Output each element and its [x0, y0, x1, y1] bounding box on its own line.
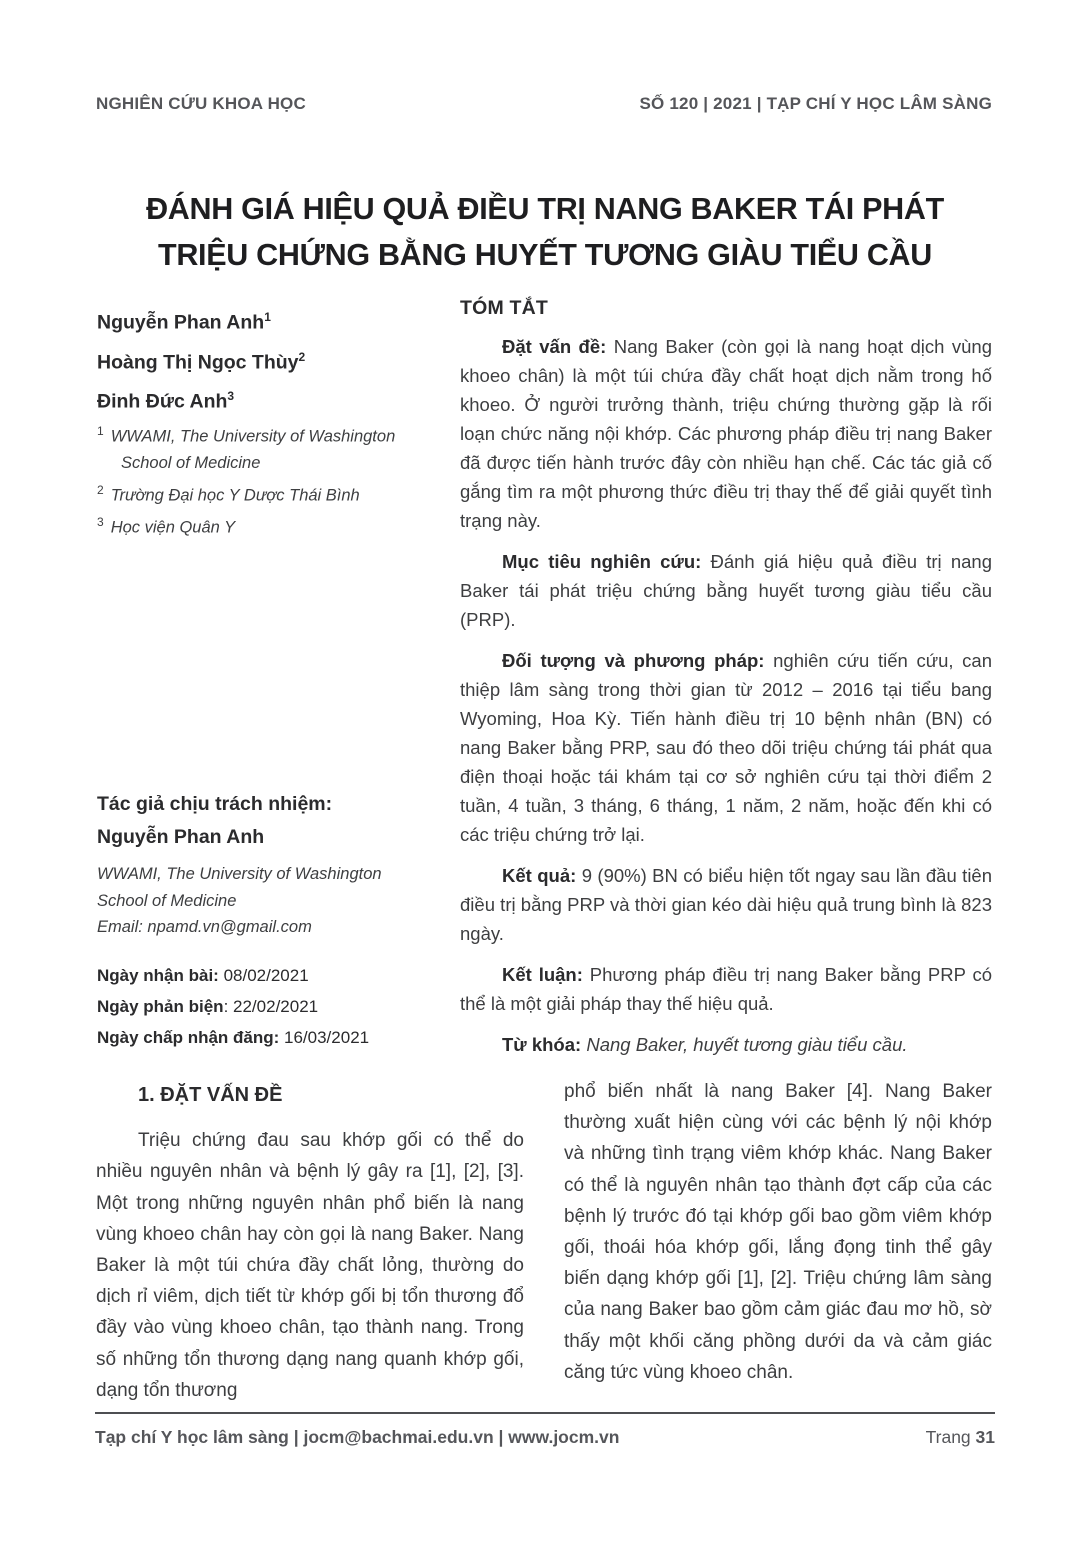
affiliation-superscript: 2 [97, 482, 104, 497]
paragraph-label: Mục tiêu nghiên cứu: [502, 551, 702, 572]
abstract-paragraph-methods [460, 646, 992, 849]
abstract-paragraph-objective [460, 547, 992, 634]
corresponding-author-block [97, 788, 432, 941]
article-title [70, 186, 1020, 278]
date-reviewed-row [97, 991, 442, 1022]
paragraph-text: nghiên cứu tiến cứu, can thiệp lâm sàng trong thời gian từ 2012 – 2016 tại tiểu bang Wyoming, Hoa Kỳ. Tiến hành điều trị 10 bệnh nhân (BN) có nang Baker bằng PRP, sau đó theo dõi triệu chứng tái phát qua điện thoại hoặc tái khám tại cơ sở nghiên cứu tại thời điểm 2 tuần, 4 tuần, 3 tháng, 6 tháng, 1 năm, 2 năm, hoặc đến khi có các triệu chứng trở lại. [460, 650, 992, 845]
author-superscript: 3 [227, 389, 235, 403]
abstract-paragraph-conclusion [460, 960, 992, 1018]
abstract-section [460, 297, 992, 1059]
affiliation-superscript: 1 [97, 424, 104, 438]
paragraph-text: Nang Baker (còn gọi là nang hoạt dịch vùng khoeo chân) là một túi chứa đầy chất hoạt dịch nằm trong hố khoeo. Ở người trưởng thành, triệu chứng thường gặp là rối loạn chức năng nội khớp. Các phương pháp điều trị nang Baker đã được tiến hành trước đây còn nhiều hạn chế. Các tác giả cố gắng tìm ra một phương thức điều trị thay thế để giải quyết tình trạng này. [460, 336, 992, 531]
author-name: Đinh Đức Anh$^3$ [97, 389, 235, 413]
affiliation-item: $^2$ Trường Đại học Y Dược Thái Bình [97, 482, 360, 504]
date-label: Ngày phản biện [97, 997, 224, 1016]
date-accepted-row [97, 1022, 442, 1053]
abstract-heading: TÓM TẮT [460, 297, 549, 319]
paragraph-text: Phương pháp điều trị nang Baker bằng PRP có thể là một giải pháp thay thế hiệu quả. [460, 964, 993, 1014]
author-name: Nguyễn Phan Anh$^1$ [97, 310, 271, 334]
footer-page-indicator [926, 1427, 995, 1448]
paragraph-label: Đặt vấn đề: [502, 336, 607, 357]
paragraph-text: 9 (90%) BN có biểu hiện tốt ngay sau lần đầu tiên điều trị bằng PRP và thời gian kéo dài hiệu quả trung bình là 823 ngày. [460, 865, 993, 944]
authors-block [97, 300, 432, 419]
body-column-right [564, 1076, 992, 1406]
author-superscript: 2 [298, 349, 306, 364]
date-value: 08/02/2021 [218, 966, 309, 985]
corresponding-email: Email: npamd.vn@gmail.com [97, 918, 312, 936]
affiliations-list [97, 418, 427, 541]
keywords-paragraph [460, 1030, 992, 1059]
footer-page-label: Trang [925, 1427, 976, 1447]
footer-journal-info: Tạp chí Y học lâm sàng | jocm@bachmai.edu.vn | www.jocm.vn [95, 1427, 620, 1447]
abstract-paragraph-background [460, 332, 992, 535]
paragraph-label: Kết luận: [502, 964, 583, 985]
footer-page-number: 31 [975, 1427, 995, 1447]
affiliation-superscript: 3 [97, 514, 104, 529]
section-heading: 1. ĐẶT VẤN ĐỀ [138, 1084, 283, 1106]
body-text-right: phổ biến nhất là nang Baker [4]. Nang Baker thường xuất hiện cùng với các bệnh lý nội khớp và những tình trạng viêm khớp khác. Nang Baker có thể là nguyên nhân tạo thành đợt cấp của các bệnh lý trước đó tại khớp gối bao gồm viêm khớp gối, thoái hóa khớp gối, lắng đọng tinh thể gây biến dạng khớp gối [1], [2]. Triệu chứng lâm sàng của nang Baker bao gồm cảm giác đau mơ hồ, sờ thấy một khối căng phồng dưới da và cảm giác căng tức vùng khoeo chân. [564, 1081, 992, 1383]
body-column-left [96, 1076, 524, 1406]
paragraph-label: Kết quả: [502, 865, 577, 886]
dates-block [97, 960, 442, 1053]
page-header [96, 94, 992, 114]
abstract-paragraph-results [460, 861, 992, 948]
affiliation-item: $^1$ WWAMI, The University of Washington School of Medicine [97, 424, 396, 472]
introduction-section [96, 1076, 992, 1406]
date-label: Ngày nhận bài: [97, 966, 219, 985]
paragraph-label: Đối tượng và phương pháp: [502, 650, 765, 671]
author-superscript: 1 [264, 310, 271, 324]
corresponding-name: Nguyễn Phan Anh [97, 826, 265, 848]
keywords-text: Nang Baker, huyết tương giàu tiểu cầu. [581, 1034, 908, 1055]
keywords-label: Từ khóa: [502, 1034, 582, 1055]
date-value: 16/03/2021 [279, 1028, 370, 1047]
article-title-line1: ĐÁNH GIÁ HIỆU QUẢ ĐIỀU TRỊ NANG BAKER TÁI PHÁT [146, 192, 944, 227]
article-title-line2: TRIỆU CHỨNG BẰNG HUYẾT TƯƠNG GIÀU TIỂU CẦU [158, 238, 932, 273]
date-received-row [97, 960, 442, 991]
date-value: : 22/02/2021 [223, 997, 319, 1016]
body-text-left: Triệu chứng đau sau khớp gối có thể do nhiều nguyên nhân và bệnh lý gây ra [1], [2], [3]. Một trong những nguyên nhân phổ biến là nang vùng khoeo chân hay còn gọi là nang Baker. Nang Baker là một túi chứa đầy chất lỏng, thường do dịch rỉ viêm, dịch tiết từ khớp gối bị tổn thương đổ đầy vào vùng khoeo chân, tạo thành nang. Trong số những tổn thương dạng nang quanh khớp gối, dạng tổn thương [96, 1130, 524, 1401]
corresponding-heading: Tác giả chịu trách nhiệm: [97, 793, 333, 815]
header-section-label: NGHIÊN CỨU KHOA HỌC [96, 94, 306, 113]
author-name: Hoàng Thị Ngọc Thùy$^2$ [97, 349, 306, 373]
page-footer [95, 1412, 995, 1448]
paragraph-text: Đánh giá hiệu quả điều trị nang Baker tái phát triệu chứng bằng huyết tương giàu tiểu cầu (PRP). [460, 551, 992, 630]
corresponding-details [97, 861, 432, 941]
date-label: Ngày chấp nhận đăng: [97, 1028, 280, 1047]
corresponding-affiliation: WWAMI, The University of Washington School of Medicine [97, 865, 382, 910]
affiliation-item: $^3$ Học viện Quân Y [97, 514, 236, 536]
header-issue-label: SỐ 120 | 2021 | TẠP CHÍ Y HỌC LÂM SÀNG [639, 94, 992, 113]
